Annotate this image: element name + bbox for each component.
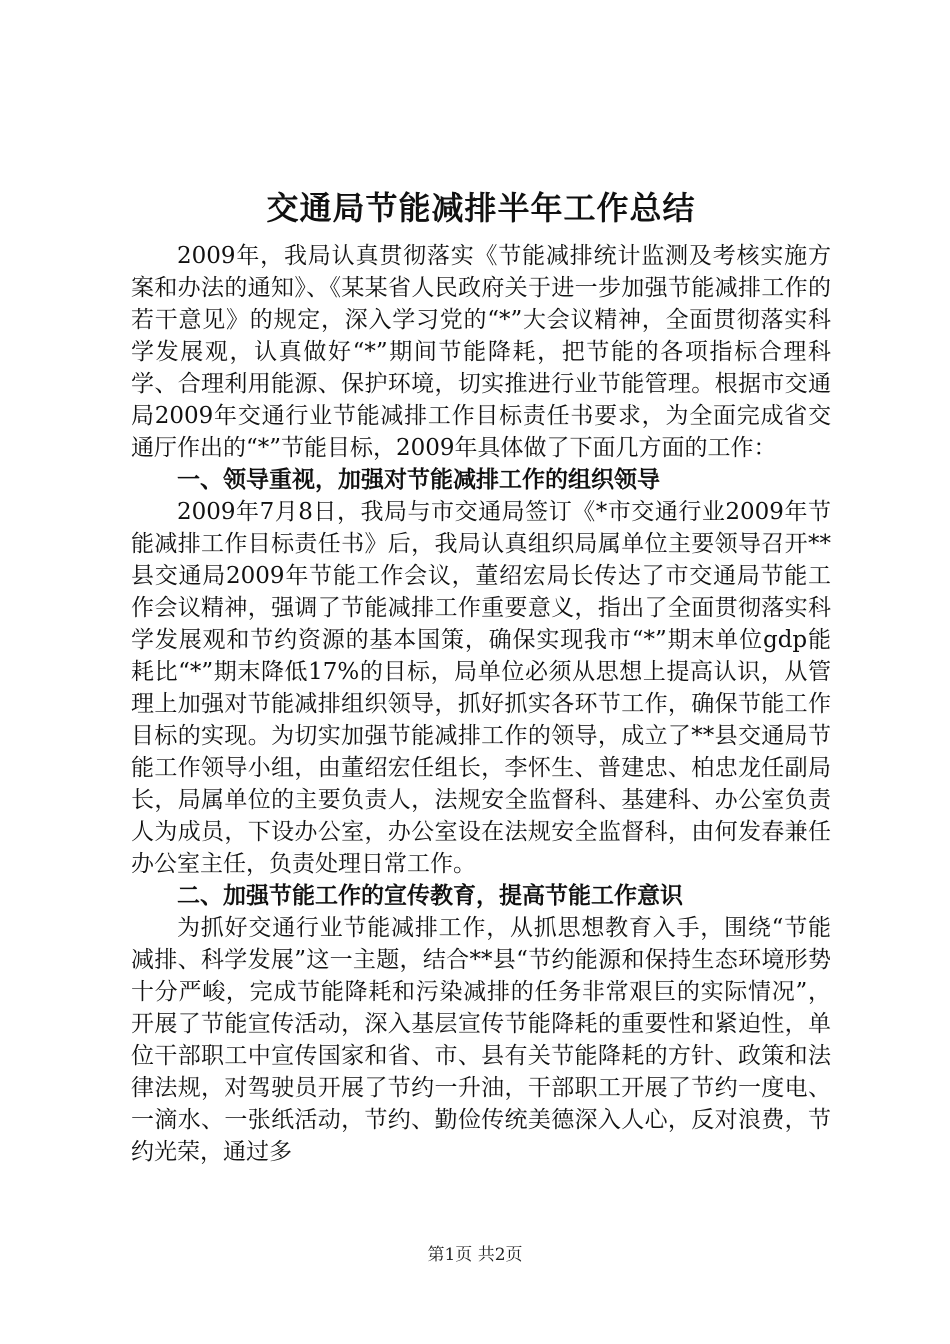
- intro-paragraph: 2009年，我局认真贯彻落实《节能减排统计监测及考核实施方案和办法的通知》、《某某省人民政府关于进一步加强节能减排工作的若干意见》的规定，深入学习党的“*”大会议精神，全面贯彻落实科学发展观，认真做好“*”期间节能降耗，把节能的各项指标合理科学、合理利用能源、保护环境，切实推进行业节能管理。根据市交通局2009年交通行业节能减排工作目标责任书要求，为全面完成省交通厅作出的“*”节能目标，2009年具体做了下面几方面的工作：: [131, 243, 831, 461]
- section-2-paragraph: 为抓好交通行业节能减排工作，从抓思想教育入手，围绕“节能减排、科学发展”这一主题，结合**县“节约能源和保持生态环境形势十分严峻，完成节能降耗和污染减排的任务非常艰巨的实际情况”，开展了节能宣传活动，深入基层宣传节能降耗的重要性和紧迫性，单位干部职工中宣传国家和省、市、县有关节能降耗的方针、政策和法律法规，对驾驶员开展了节约一升油，干部职工开展了节约一度电、一滴水、一张纸活动，节约、勤俭传统美德深入人心，反对浪费，节约光荣，通过多: [131, 915, 831, 1165]
- page-footer: 第1页 共2页: [427, 1245, 523, 1265]
- document-title: 交通局节能减排半年工作总结: [266, 189, 696, 227]
- section-1-paragraph: 2009年7月8日，我局与市交通局签订《*市交通行业2009年节能减排工作目标责任书》后，我局认真组织局属单位主要领导召开**县交通局2009年节能工作会议，董绍宏局长传达了市交通局节能工作会议精神，强调了节能减排工作重要意义，指出了全面贯彻落实科学发展观和节约资源的基本国策，确保实现我市“*”期末单位gdp能耗比“*”期末降低17%的目标，局单位必须从思想上提高认识，从管理上加强对节能减排组织领导，抓好抓实各环节工作，确保节能工作目标的实现。为切实加强节能减排工作的领导，成立了**县交通局节能工作领导小组，由董绍宏任组长，李怀生、普建忠、柏忠龙任副局长，局属单位的主要负责人，法规安全监督科、基建科、办公室负责人为成员，下设办公室，办公室设在法规安全监督科，由何发春兼任办公室主任，负责处理日常工作。: [131, 499, 831, 877]
- section-heading-1: 一、领导重视，加强对节能减排工作的组织领导: [177, 467, 660, 493]
- document-page: [131, 186, 831, 1168]
- section-heading-2: 二、加强节能工作的宣传教育，提高节能工作意识: [177, 883, 683, 909]
